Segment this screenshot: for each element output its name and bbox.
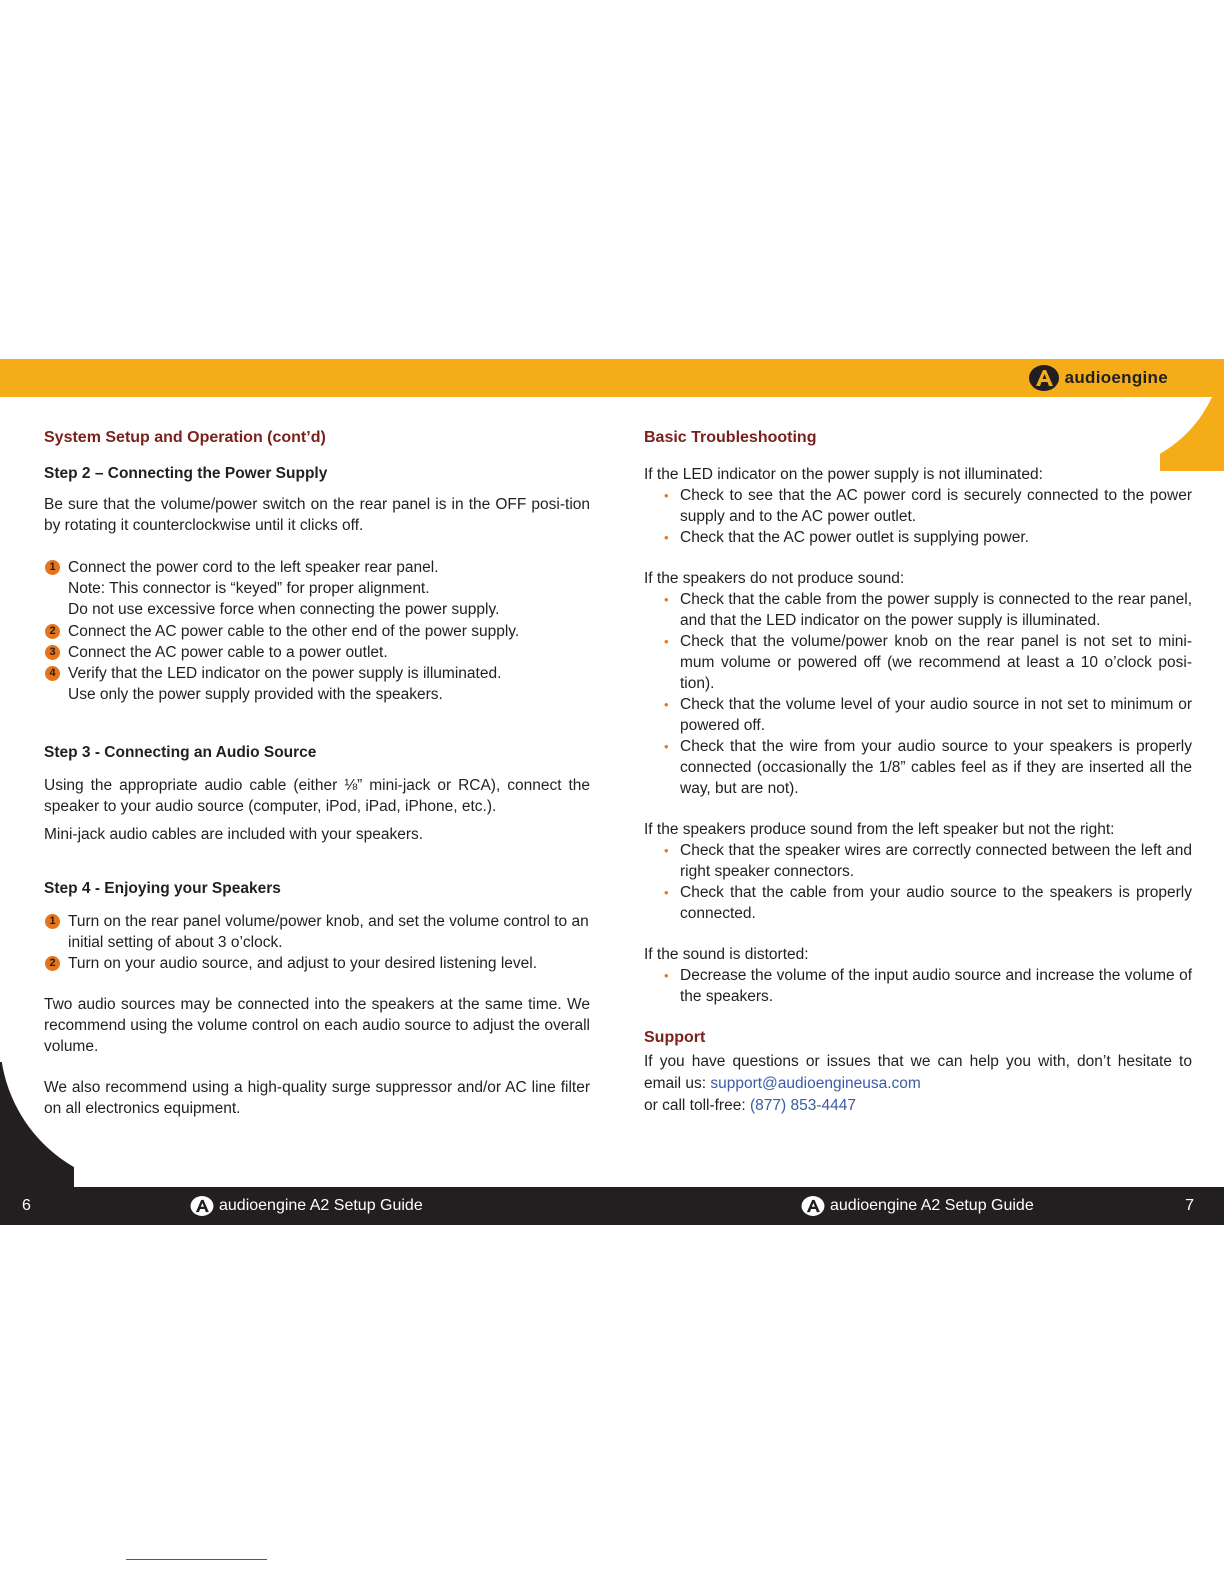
bullet-dot-icon: •: [664, 530, 669, 545]
list-item: • Check that the cable from the power supply is connected to the rear panel, and that the LED indicator on the power supply is illuminated.: [664, 591, 1192, 629]
left-column: [44, 427, 590, 1119]
list-item: [44, 557, 590, 620]
list-item: [44, 621, 590, 642]
list-item-line: Turn on your audio source, and adjust to your desired listening level.: [68, 955, 538, 972]
header-brand: [1027, 364, 1168, 392]
number-badge-icon: 4: [45, 666, 60, 681]
header-band: [0, 359, 1224, 397]
bullet-dot-icon: •: [664, 697, 669, 712]
page-number-left: 6: [22, 1197, 31, 1214]
step4-list: [44, 911, 590, 974]
footer-guide-title: audioengine A2 Setup Guide: [830, 1197, 1034, 1214]
step2-intro: Be sure that the volume/power switch on the rear panel is in the OFF posi-tion by rotating it counterclockwise until it clicks off.: [44, 496, 590, 534]
list-item: • Decrease the volume of the input audio source and increase the volume of the speakers.: [664, 967, 1192, 1005]
list-item-line: Turn on the rear panel volume/power knob, and set the volume control to an initial setting of about 3 o’clock.: [68, 913, 589, 951]
list-item: • Check that the AC power outlet is supplying power.: [664, 529, 1029, 546]
list-item-line: Do not use excessive force when connecting the power supply.: [68, 601, 500, 618]
bullet-dot-icon: •: [664, 843, 669, 858]
list-item: • Check to see that the AC power cord is securely connected to the power supply and to the AC power outlet.: [664, 487, 1192, 525]
stray-underline-decoration: [126, 1559, 267, 1560]
support-heading: Support: [644, 1029, 706, 1046]
number-badge-icon: 2: [45, 956, 60, 971]
bullet-dot-icon: •: [664, 592, 669, 607]
bullet-dot-icon: •: [664, 634, 669, 649]
support-call-label: or call toll-free:: [644, 1097, 746, 1114]
audioengine-logo-icon: [1027, 364, 1061, 392]
group-lead: If the sound is distorted:: [644, 946, 809, 963]
bullet-dot-icon: •: [664, 968, 669, 983]
bullet-list: [644, 965, 1192, 1007]
page-number-right: 7: [1185, 1197, 1194, 1214]
support-text: If you have questions or issues that we can help you with, don’t hesitate to email us:: [644, 1053, 1192, 1092]
two-sources-paragraph: Two audio sources may be connected into the speakers at the same time. We recommend using the volume control on each audio source to adjust the overall volume.: [44, 996, 590, 1055]
bullet-dot-icon: •: [664, 488, 669, 503]
list-item: [44, 953, 590, 974]
list-item: • Check that the cable from your audio source to the speakers is properly connected.: [664, 884, 1192, 922]
list-item: [44, 911, 590, 953]
group-lead: If the speakers do not produce sound:: [644, 570, 905, 587]
left-page-title: System Setup and Operation (cont’d): [44, 429, 326, 446]
step2-list: [44, 557, 590, 705]
step3-note: Mini-jack audio cables are included with your speakers.: [44, 826, 424, 843]
bullet-dot-icon: •: [664, 739, 669, 754]
list-item: • Check that the volume level of your audio source in not set to minimum or powered off.: [664, 696, 1192, 734]
header-brand-word: audioengine: [1064, 368, 1168, 387]
audioengine-logo-icon: [800, 1195, 826, 1217]
group-lead: If the LED indicator on the power supply is not illuminated:: [644, 466, 1043, 483]
bullet-list: [644, 589, 1192, 799]
support-phone-link[interactable]: (877) 853-4447: [749, 1097, 856, 1114]
audioengine-logo-icon: [189, 1195, 215, 1217]
footer-band: [0, 1187, 1224, 1225]
right-column: [644, 427, 1192, 1117]
support-phone-line: [644, 1095, 1192, 1117]
step3-heading: Step 3 - Connecting an Audio Source: [44, 744, 317, 761]
step3-paragraph: Using the appropriate audio cable (either ⅛” mini-jack or RCA), connect the speaker to your audio source (computer, iPod, iPad, iPhone, etc.).: [44, 777, 590, 815]
list-item: [44, 642, 590, 663]
bullet-dot-icon: •: [664, 885, 669, 900]
list-item-line: Verify that the LED indicator on the power supply is illuminated.: [68, 665, 502, 682]
bullet-list: [644, 485, 1192, 548]
list-item-line: Connect the power cord to the left speaker rear panel.: [68, 559, 439, 576]
step2-heading: Step 2 – Connecting the Power Supply: [44, 465, 328, 482]
troubleshoot-group-led: [644, 464, 1192, 548]
group-lead: If the speakers produce sound from the left speaker but not the right:: [644, 821, 1115, 838]
list-item-line: Use only the power supply provided with the speakers.: [68, 686, 443, 703]
troubleshoot-group-distorted: [644, 944, 1192, 1007]
number-badge-icon: 1: [45, 914, 60, 929]
support-paragraph: [644, 1051, 1192, 1095]
troubleshoot-group-left-only: [644, 819, 1192, 924]
list-item-line: Connect the AC power cable to the other end of the power supply.: [68, 623, 520, 640]
list-item: • Check that the volume/power knob on the rear panel is not set to mini-mum volume or powered off (we recommend at least a 10 o’clock posi-tion).: [664, 633, 1192, 692]
footer-guide-title: audioengine A2 Setup Guide: [219, 1197, 423, 1214]
list-item-line: Connect the AC power cable to a power outlet.: [68, 644, 388, 661]
list-item: • Check that the wire from your audio source to your speakers is properly connected (occasionally the 1/8” cables feel as if they are inserted all the way, but are not).: [664, 738, 1192, 797]
troubleshoot-group-no-sound: [644, 568, 1192, 799]
bullet-list: [644, 840, 1192, 924]
list-item: • Check that the speaker wires are correctly connected between the left and right speaker connectors.: [664, 842, 1192, 880]
step4-heading: Step 4 - Enjoying your Speakers: [44, 880, 281, 897]
footer-guide-left: [189, 1187, 423, 1225]
support-email-link[interactable]: support@audioengineusa.com: [710, 1075, 921, 1092]
number-badge-icon: 3: [45, 645, 60, 660]
list-item-line: Note: This connector is “keyed” for proper alignment.: [68, 580, 430, 597]
list-item: [44, 663, 590, 705]
footer-guide-right: [800, 1187, 1034, 1225]
number-badge-icon: 2: [45, 624, 60, 639]
surge-paragraph: We also recommend using a high-quality surge suppressor and/or AC line filter on all electronics equipment.: [44, 1079, 590, 1117]
number-badge-icon: 1: [45, 560, 60, 575]
right-page-title: Basic Troubleshooting: [644, 429, 817, 446]
page-spread: [0, 359, 1224, 1225]
